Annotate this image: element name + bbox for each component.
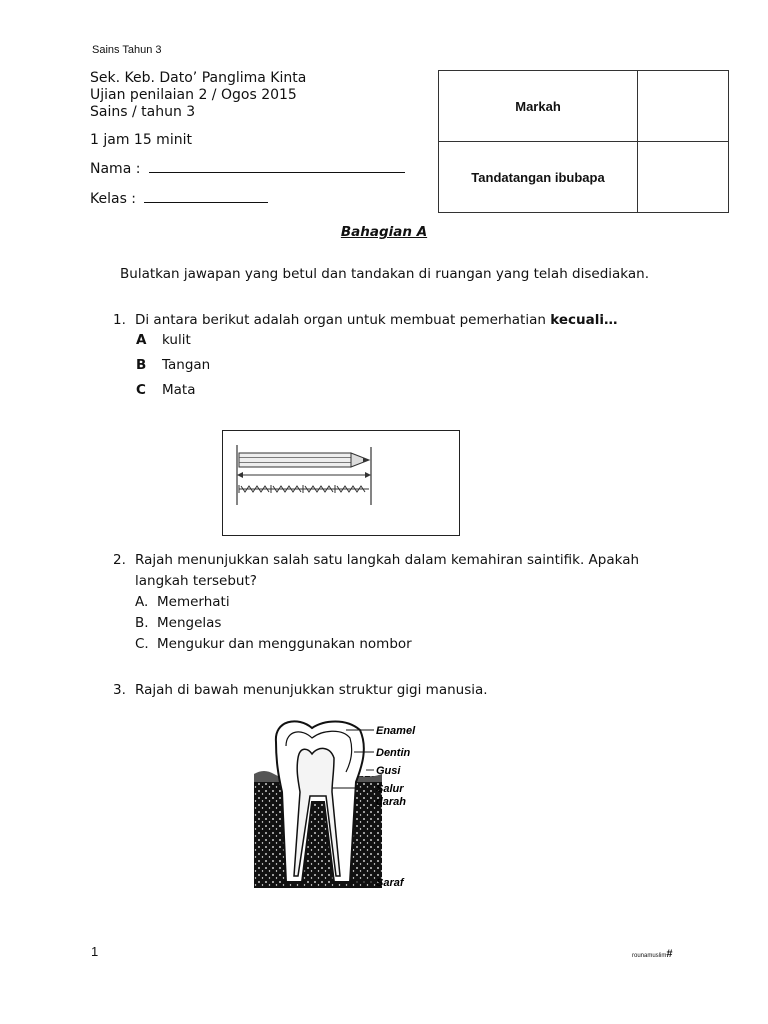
- option-text: Mengukur dan menggunakan nombor: [157, 636, 412, 652]
- option-text: kulit: [162, 332, 191, 348]
- page-number: 1: [91, 944, 99, 959]
- signature-label: Tandatangan ibubapa: [439, 142, 638, 213]
- label-dentin: Dentin: [376, 747, 411, 759]
- label-saraf: Saraf: [376, 877, 404, 889]
- question-emphasis: kecuali…: [550, 312, 618, 328]
- name-label: Nama :: [90, 161, 141, 177]
- option-1c[interactable]: [136, 382, 196, 398]
- option-letter: B.: [135, 615, 149, 631]
- label-gusi: Gusi: [376, 765, 401, 777]
- class-field: [90, 191, 268, 207]
- duration: 1 jam 15 minit: [90, 132, 192, 148]
- name-field: [90, 161, 405, 177]
- class-blank[interactable]: [144, 202, 268, 203]
- subject-line: Sains / tahun 3: [90, 104, 196, 120]
- header-note: Sains Tahun 3: [92, 44, 162, 56]
- marks-table: [438, 70, 729, 213]
- instruction: Bulatkan jawapan yang betul dan tandakan di ruangan yang telah disediakan.: [120, 266, 649, 282]
- question-number: 3.: [113, 682, 126, 698]
- option-letter: B: [136, 357, 147, 373]
- school-name: Sek. Keb. Dato’ Panglima Kinta: [90, 70, 307, 86]
- option-text: Mata: [162, 382, 196, 398]
- marks-box[interactable]: [638, 71, 729, 142]
- question-3: [113, 680, 488, 701]
- footer-mark-text: rounamuslim: [632, 953, 667, 959]
- option-text: Mengelas: [157, 615, 222, 631]
- option-1b[interactable]: [136, 357, 210, 373]
- hash-icon: #: [666, 948, 673, 960]
- pencil-screw-illustration: [223, 431, 459, 535]
- question-2-line2: langkah tersebut?: [135, 573, 257, 589]
- question-text: Rajah di bawah menunjukkan struktur gigi manusia.: [135, 682, 488, 698]
- label-salur: Salur: [376, 783, 404, 795]
- question-number: 1.: [113, 312, 126, 328]
- question-2: [113, 550, 639, 571]
- option-2b[interactable]: [135, 615, 221, 631]
- class-label: Kelas :: [90, 191, 137, 207]
- option-1a[interactable]: [136, 332, 191, 348]
- signature-box[interactable]: [638, 142, 729, 213]
- label-enamel: Enamel: [376, 725, 416, 737]
- question-number: 2.: [113, 552, 126, 568]
- option-2a[interactable]: [135, 594, 230, 610]
- question-text: Di antara berikut adalah organ untuk membuat pemerhatian: [135, 312, 551, 328]
- question-1: [113, 310, 617, 331]
- tooth-diagram: [250, 712, 440, 896]
- measurement-figure: [222, 430, 460, 536]
- option-2c[interactable]: [135, 636, 412, 652]
- exam-title: Ujian penilaian 2 / Ogos 2015: [90, 87, 297, 103]
- name-blank[interactable]: [149, 172, 405, 173]
- option-text: Memerhati: [157, 594, 230, 610]
- footer-mark: [632, 948, 672, 960]
- option-letter: A: [136, 332, 147, 348]
- question-text: Rajah menunjukkan salah satu langkah dalam kemahiran saintifik. Apakah: [135, 552, 640, 568]
- option-text: Tangan: [162, 357, 211, 373]
- option-letter: C: [136, 382, 146, 398]
- option-letter: A.: [135, 594, 149, 610]
- marks-label: Markah: [439, 71, 638, 142]
- option-letter: C.: [135, 636, 149, 652]
- section-title: Bahagian A: [340, 224, 428, 240]
- label-darah: darah: [376, 796, 406, 808]
